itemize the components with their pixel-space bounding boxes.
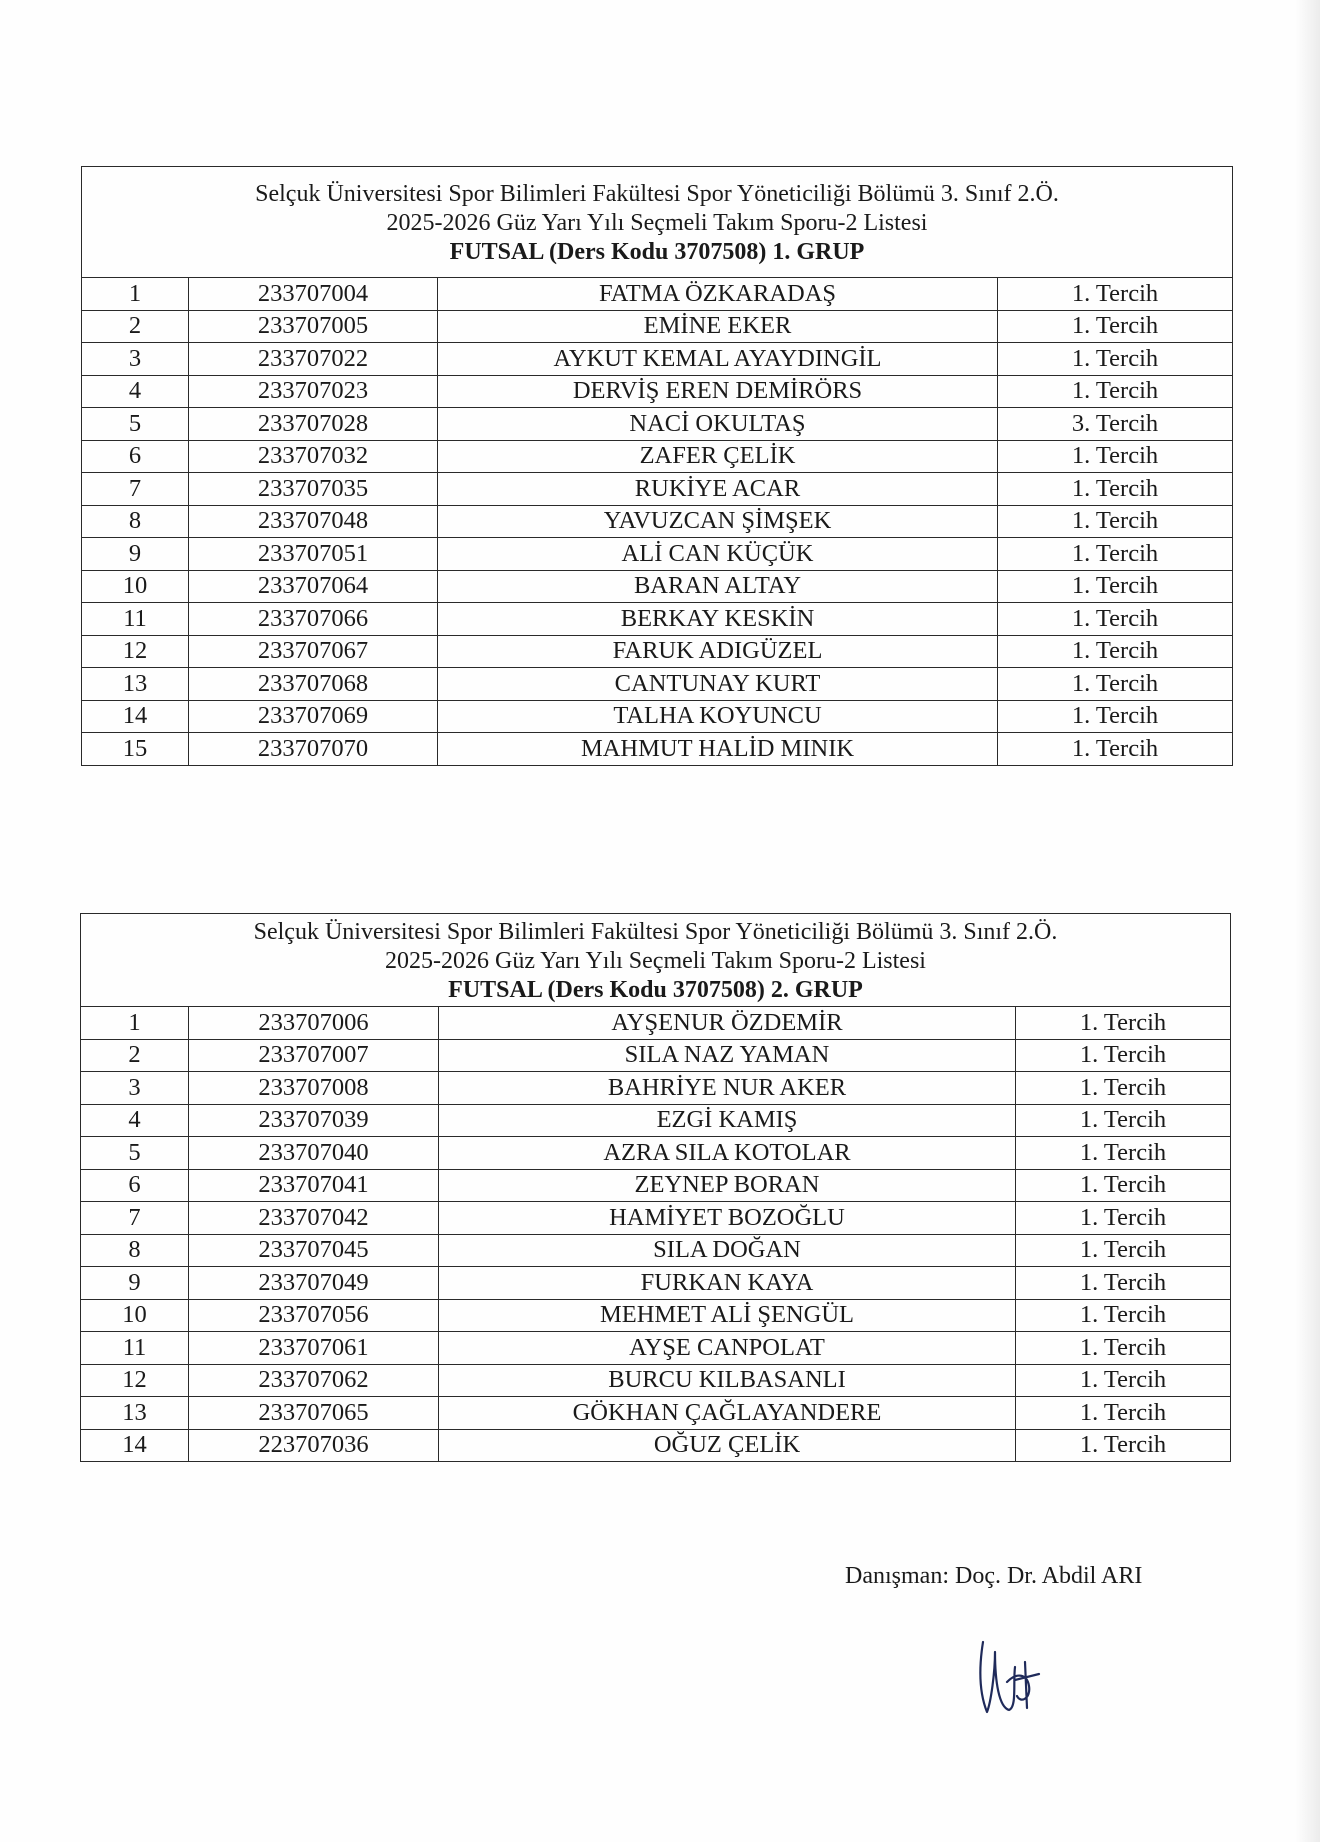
table-row [82,505,1233,538]
student-id: 233707069 [189,700,438,733]
student-name: EMİNE EKER [438,310,998,343]
student-id: 233707040 [189,1137,439,1170]
group-2-header-row [81,914,1231,1007]
student-name: FATMA ÖZKARADAŞ [438,278,998,311]
preference: 1. Tercih [998,570,1233,603]
row-number: 9 [81,1267,189,1300]
row-number: 8 [82,505,189,538]
group-1-header [82,167,1233,278]
advisor-label: Danışman: Doç. Dr. Abdil ARI [845,1563,1143,1589]
student-name: CANTUNAY KURT [438,668,998,701]
preference: 1. Tercih [998,473,1233,506]
table-row [82,408,1233,441]
preference: 1. Tercih [1016,1332,1231,1365]
student-id: 233707041 [189,1169,439,1202]
student-id: 233707035 [189,473,438,506]
preference: 1. Tercih [998,668,1233,701]
table-row [81,1169,1231,1202]
student-name: BURCU KILBASANLI [439,1364,1016,1397]
table-row [81,1429,1231,1462]
row-number: 5 [82,408,189,441]
table-row [81,1202,1231,1235]
student-id: 233707065 [189,1397,439,1430]
group-2-header [81,914,1231,1007]
row-number: 3 [81,1072,189,1105]
student-id: 233707005 [189,310,438,343]
row-number: 14 [82,700,189,733]
group-1-header-line2: 2025-2026 Güz Yarı Yılı Seçmeli Takım Sporu-2 Listesi [386,209,928,236]
preference: 1. Tercih [1016,1169,1231,1202]
group-1-table [81,166,1233,766]
table-row [81,1007,1231,1040]
preference: 1. Tercih [1016,1364,1231,1397]
student-id: 233707070 [189,733,438,766]
table-row [82,668,1233,701]
student-name: MAHMUT HALİD MINIK [438,733,998,766]
table-row [81,1397,1231,1430]
student-name: RUKİYE ACAR [438,473,998,506]
group-1-header-row [82,167,1233,278]
table-row [81,1364,1231,1397]
table-row [81,1234,1231,1267]
student-name: AZRA SILA KOTOLAR [439,1137,1016,1170]
row-number: 4 [82,375,189,408]
student-id: 233707068 [189,668,438,701]
row-number: 6 [81,1169,189,1202]
student-id: 223707036 [189,1429,439,1462]
group-2-rows [81,1007,1231,1462]
row-number: 8 [81,1234,189,1267]
row-number: 12 [81,1364,189,1397]
preference: 1. Tercih [1016,1234,1231,1267]
table-row [81,1299,1231,1332]
group-1-header-line1: Selçuk Üniversitesi Spor Bilimleri Fakültesi Spor Yöneticiliği Bölümü 3. Sınıf 2.Ö. [255,180,1059,207]
preference: 1. Tercih [1016,1137,1231,1170]
student-id: 233707007 [189,1039,439,1072]
student-id: 233707061 [189,1332,439,1365]
student-id: 233707051 [189,538,438,571]
table-row [82,375,1233,408]
table-row [81,1267,1231,1300]
table-row [81,1104,1231,1137]
group-2-header-line3: FUTSAL (Ders Kodu 3707508) 2. GRUP [448,976,863,1003]
student-name: NACİ OKULTAŞ [438,408,998,441]
table-row [82,635,1233,668]
table-row [82,603,1233,636]
student-name: YAVUZCAN ŞİMŞEK [438,505,998,538]
row-number: 9 [82,538,189,571]
student-name: AYKUT KEMAL AYAYDINGİL [438,343,998,376]
table-row [82,473,1233,506]
table-row [82,278,1233,311]
student-id: 233707006 [189,1007,439,1040]
row-number: 11 [82,603,189,636]
student-name: AYŞE CANPOLAT [439,1332,1016,1365]
student-name: ALİ CAN KÜÇÜK [438,538,998,571]
student-name: ZAFER ÇELİK [438,440,998,473]
group-2-table [80,913,1231,1462]
preference: 1. Tercih [998,343,1233,376]
table-row [82,538,1233,571]
student-name: BARAN ALTAY [438,570,998,603]
table-row [81,1332,1231,1365]
student-id: 233707048 [189,505,438,538]
student-id: 233707023 [189,375,438,408]
student-name: SILA DOĞAN [439,1234,1016,1267]
preference: 1. Tercih [1016,1299,1231,1332]
student-id: 233707042 [189,1202,439,1235]
preference: 1. Tercih [998,538,1233,571]
table-row [82,570,1233,603]
preference: 1. Tercih [998,310,1233,343]
student-name: GÖKHAN ÇAĞLAYANDERE [439,1397,1016,1430]
student-name: SILA NAZ YAMAN [439,1039,1016,1072]
preference: 1. Tercih [998,440,1233,473]
row-number: 10 [82,570,189,603]
preference: 1. Tercih [998,700,1233,733]
student-name: BAHRİYE NUR AKER [439,1072,1016,1105]
student-name: EZGİ KAMIŞ [439,1104,1016,1137]
student-id: 233707066 [189,603,438,636]
preference: 1. Tercih [998,603,1233,636]
student-id: 233707064 [189,570,438,603]
row-number: 13 [81,1397,189,1430]
student-name: OĞUZ ÇELİK [439,1429,1016,1462]
page-edge [1294,0,1320,1842]
group-2-header-line1: Selçuk Üniversitesi Spor Bilimleri Fakültesi Spor Yöneticiliği Bölümü 3. Sınıf 2.Ö. [253,918,1058,945]
student-id: 233707049 [189,1267,439,1300]
row-number: 12 [82,635,189,668]
preference: 1. Tercih [1016,1267,1231,1300]
row-number: 5 [81,1137,189,1170]
student-id: 233707045 [189,1234,439,1267]
row-number: 6 [82,440,189,473]
student-name: TALHA KOYUNCU [438,700,998,733]
student-name: FURKAN KAYA [439,1267,1016,1300]
row-number: 7 [82,473,189,506]
row-number: 7 [81,1202,189,1235]
student-id: 233707008 [189,1072,439,1105]
table-row [81,1039,1231,1072]
student-id: 233707062 [189,1364,439,1397]
preference: 1. Tercih [998,375,1233,408]
table-row [81,1137,1231,1170]
student-name: BERKAY KESKİN [438,603,998,636]
preference: 1. Tercih [1016,1202,1231,1235]
table-row [81,1072,1231,1105]
group-2-header-line2: 2025-2026 Güz Yarı Yılı Seçmeli Takım Sporu-2 Listesi [385,947,926,974]
preference: 1. Tercih [1016,1072,1231,1105]
preference: 1. Tercih [1016,1039,1231,1072]
student-name: FARUK ADIGÜZEL [438,635,998,668]
table-row [82,440,1233,473]
row-number: 2 [81,1039,189,1072]
student-name: HAMİYET BOZOĞLU [439,1202,1016,1235]
student-id: 233707056 [189,1299,439,1332]
student-name: DERVİŞ EREN DEMİRÖRS [438,375,998,408]
student-name: ZEYNEP BORAN [439,1169,1016,1202]
student-name: AYŞENUR ÖZDEMİR [439,1007,1016,1040]
row-number: 3 [82,343,189,376]
student-id: 233707032 [189,440,438,473]
preference: 1. Tercih [1016,1397,1231,1430]
row-number: 15 [82,733,189,766]
group-1-header-line3: FUTSAL (Ders Kodu 3707508) 1. GRUP [449,238,865,265]
student-id: 233707039 [189,1104,439,1137]
student-name: MEHMET ALİ ŞENGÜL [439,1299,1016,1332]
row-number: 1 [81,1007,189,1040]
preference: 1. Tercih [998,505,1233,538]
table-row [82,733,1233,766]
student-id: 233707067 [189,635,438,668]
preference: 1. Tercih [998,635,1233,668]
preference: 1. Tercih [998,733,1233,766]
group-1-rows [82,278,1233,766]
advisor-signature [965,1612,1055,1722]
preference: 3. Tercih [998,408,1233,441]
preference: 1. Tercih [1016,1429,1231,1462]
table-row [82,343,1233,376]
table-row [82,700,1233,733]
preference: 1. Tercih [1016,1007,1231,1040]
table-row [82,310,1233,343]
row-number: 11 [81,1332,189,1365]
row-number: 14 [81,1429,189,1462]
row-number: 13 [82,668,189,701]
student-id: 233707028 [189,408,438,441]
preference: 1. Tercih [998,278,1233,311]
student-id: 233707022 [189,343,438,376]
row-number: 1 [82,278,189,311]
row-number: 4 [81,1104,189,1137]
preference: 1. Tercih [1016,1104,1231,1137]
row-number: 2 [82,310,189,343]
student-id: 233707004 [189,278,438,311]
row-number: 10 [81,1299,189,1332]
